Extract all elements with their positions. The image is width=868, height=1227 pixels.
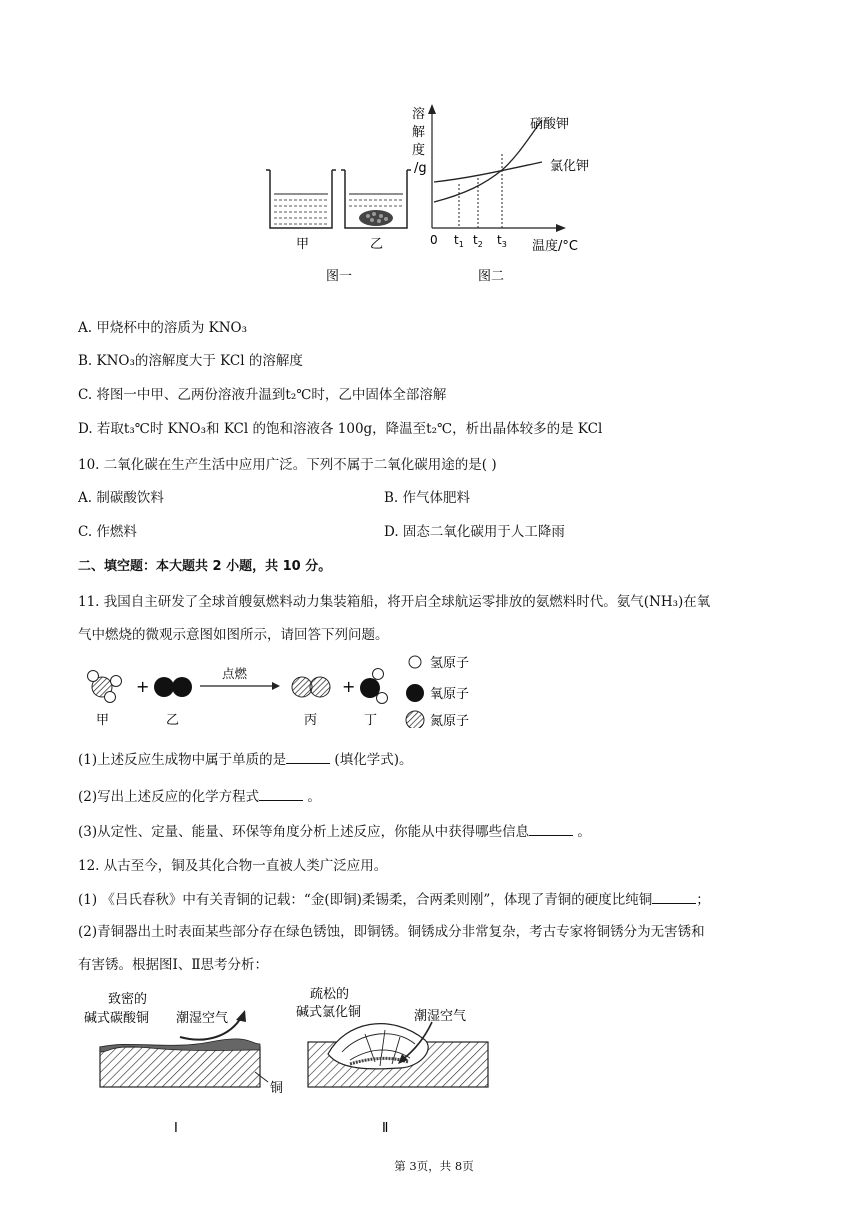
- molecule-nh3: [88, 671, 122, 703]
- corrosion-figures: [80, 982, 500, 1142]
- kcl-curve: [434, 162, 542, 182]
- kcl-curve-label: 氯化钾: [550, 159, 590, 174]
- beaker-jia-label: 甲: [296, 237, 310, 252]
- molecule-h2o: [360, 669, 388, 704]
- fig2-air: 潮湿空气: [414, 1009, 467, 1024]
- solubility-figure-svg: [260, 98, 620, 288]
- answer-blank[interactable]: [652, 891, 696, 904]
- reaction-diagram-svg: [80, 648, 500, 728]
- beaker-yi-label: 乙: [370, 237, 384, 252]
- y-axis-label-4: /g: [414, 161, 427, 176]
- fig1-label-2: 碱式碳酸铜: [84, 1011, 150, 1026]
- y-axis-label-2: 解: [412, 125, 426, 140]
- q10-option-c: C. 作燃料: [78, 524, 137, 540]
- q9-option-c: C. 将图一中甲、乙两份溶液升温到t₂℃时，乙中固体全部溶解: [78, 387, 447, 403]
- figure2-caption: 图二: [478, 269, 505, 284]
- legend-h: 氢原子: [430, 656, 470, 671]
- legend-n: 氮原子: [430, 714, 470, 728]
- legend-h-icon: [409, 656, 421, 668]
- reaction-diagram: [80, 648, 500, 728]
- fig2-label-1: 疏松的: [310, 987, 350, 1002]
- kno3-curve: [434, 120, 542, 202]
- solubility-figure: [260, 98, 620, 288]
- fig1-air: 潮湿空气: [176, 1011, 229, 1026]
- q10-option-b: B. 作气体肥料: [384, 490, 471, 506]
- q11-stem-line1: 11. 我国自主研发了全球首艘氨燃料动力集装箱船，将开启全球航运零排放的氨燃料时代。氨气(NH₃)在氧: [78, 594, 711, 610]
- t2-label: $t_2$: [473, 233, 483, 249]
- page-footer: 第 3页，共 8页: [394, 1159, 474, 1173]
- answer-blank[interactable]: [259, 788, 303, 801]
- origin-label: 0: [430, 233, 438, 247]
- q11-part2: (2)写出上述反应的化学方程式 。: [78, 789, 321, 805]
- q9-option-d: D. 若取t₃℃时 KNO₃和 KCl 的饱和溶液各 100g，降温至t₂℃，析出晶体较多的是 KCl: [78, 421, 603, 437]
- beaker-jia: [266, 170, 336, 228]
- legend-o-icon: [406, 684, 424, 702]
- q10-option-a: A. 制碳酸饮料: [78, 490, 164, 506]
- y-axis-label-1: 溶: [412, 107, 426, 122]
- t1-label: $t_1$: [454, 233, 464, 249]
- q12-part2-line2: 有害锈。根据图Ⅰ、Ⅱ思考分析：: [78, 957, 269, 973]
- molecule-n2: [292, 677, 330, 697]
- plus-sign-1: +: [136, 677, 150, 696]
- q9-option-b: B. KNO₃的溶解度大于 KCl 的溶解度: [78, 353, 303, 369]
- answer-blank[interactable]: [529, 823, 573, 836]
- kno3-curve-label: 硝酸钾: [530, 117, 570, 132]
- beaker-yi: [341, 170, 411, 228]
- t3-label: $t_3$: [497, 233, 507, 249]
- q12-part1: (1) 《吕氏春秋》中有关青铜的记载：“金(即铜)柔锡柔，合两柔则刚”，体现了青铜的硬度比纯铜 ；: [78, 892, 710, 908]
- section-heading: 二、填空题：本大题共 2 小题，共 10 分。: [78, 559, 332, 574]
- figure-ii: [308, 1022, 488, 1087]
- plus-sign-2: +: [342, 677, 356, 696]
- molecule-o2: [154, 677, 192, 697]
- y-axis-label-3: 度: [412, 143, 426, 158]
- q11-stem-line2: 气中燃烧的微观示意图如图所示，请回答下列问题。: [78, 627, 389, 643]
- legend-n-icon: [406, 711, 424, 728]
- q10-stem: 10. 二氧化碳在生产生活中应用广泛。下列不属于二氧化碳用途的是( ): [78, 457, 497, 473]
- q10-option-d: D. 固态二氧化碳用于人工降雨: [384, 524, 565, 540]
- fig1-copper-label: 铜: [270, 1081, 284, 1096]
- corrosion-figures-svg: [80, 982, 500, 1142]
- q9-option-a: A. 甲烧杯中的溶质为 KNO₃: [78, 320, 248, 336]
- label-ding: 丁: [364, 713, 378, 728]
- reaction-condition: 点燃: [222, 666, 248, 681]
- fig1-label-1: 致密的: [108, 992, 148, 1007]
- q12-part2-line1: (2)青铜器出土时表面某些部分存在绿色锈蚀，即铜锈。铜锈成分非常复杂，考古专家将铜锈分为无害锈和: [78, 924, 705, 940]
- q12-stem: 12. 从古至今，铜及其化合物一直被人类广泛应用。: [78, 858, 388, 874]
- label-yi: 乙: [166, 713, 180, 728]
- answer-blank[interactable]: [286, 751, 330, 764]
- fig1-caption: Ⅰ: [174, 1121, 178, 1136]
- legend-o: 氧原子: [430, 687, 470, 702]
- solubility-chart: [412, 104, 589, 254]
- q11-part1: (1)上述反应生成物中属于单质的是 (填化学式)。: [78, 752, 413, 768]
- figure1-caption: 图一: [326, 269, 353, 284]
- q11-part3: (3)从定性、定量、能量、环保等角度分析上述反应，你能从中获得哪些信息 。: [78, 824, 591, 840]
- fig2-label-2: 碱式氯化铜: [296, 1005, 362, 1020]
- fig2-caption: Ⅱ: [382, 1121, 389, 1136]
- x-axis-label: 温度/°C: [532, 239, 578, 254]
- label-bing: 丙: [304, 713, 318, 728]
- label-jia: 甲: [96, 713, 110, 728]
